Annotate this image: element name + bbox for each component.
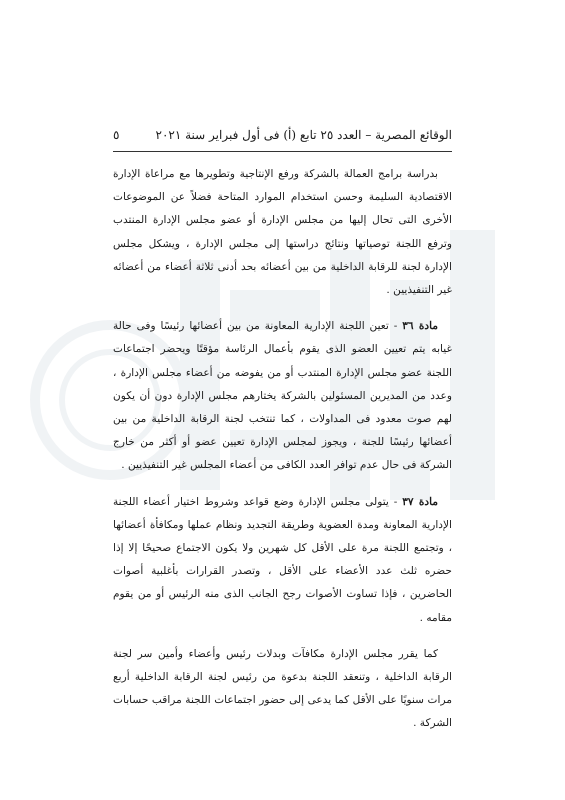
article-36-paragraph [113, 315, 452, 477]
article-36-label: مادة ٣٦ [402, 320, 439, 333]
page-number: ٥ [113, 128, 120, 142]
page-header [113, 128, 452, 142]
document-body [113, 163, 452, 749]
paragraph-continuation: بدراسة برامج العمالة بالشركة ورفع الإنتاجية وتطويرها مع مراعاة الإدارة الاقتصادية السليمة وحسن استخدام الموارد المتاحة فضلاً عن الموضوعات الأخرى التى تحال إليها من مجلس الإدارة أو عضو مجلس الإدارة المنتدب وترفع اللجنة توصياتها ونتائج دراستها إلى مجلس الإدارة ، ويشكل مجلس الإدارة لجنة للرقابة الداخلية من بين أعضائه بحد أدنى ثلاثة أعضاء من أعضائه غير التنفيذيين . [113, 168, 452, 297]
paragraph-final: كما يقرر مجلس الإدارة مكافآت وبدلات رئيس وأعضاء وأمين سر لجنة الرقابة الداخلية ، وتنعقد اللجنة بدعوة من رئيس لجنة الرقابة الداخلية أربع مرات سنويًا على الأقل كما يدعى إلى حضور اجتماعات اللجنة مراقب حسابات الشركة . [113, 647, 452, 730]
article-37-paragraph [113, 491, 452, 630]
header-divider [113, 151, 452, 152]
publication-title: الوقائع المصرية – العدد ٢٥ تابع (أ) فى أول فبراير سنة ٢٠٢١ [155, 128, 452, 142]
article-37-label: مادة ٣٧ [402, 495, 438, 508]
article-37-text: - يتولى مجلس الإدارة وضع قواعد وشروط اختيار أعضاء اللجنة الإدارية المعاونة ومدة العضوية وطريقة التجديد ونظام عملها ومكافأة أعضائها ، وتجتمع اللجنة مرة على الأقل كل شهرين ولا يكون الاجتماع صحيحًا إلا إذا حضره ثلث عدد الأعضاء على الأقل ، وتصدر القرارات بأغلبية أصوات الحاضرين ، فإذا تساوت الأصوات رجح الجانب الذى منه الرئيس أو من يقوم مقامه . [113, 495, 452, 624]
article-36-text: - تعين اللجنة الإدارية المعاونة من بين أعضائها رئيسًا وفى حالة غيابه يتم تعيين العضو الذى يقوم بأعمال الرئاسة مؤقتًا ويحضر اجتماعات اللجنة عضو مجلس الإدارة المنتدب أو من يفوضه من أعضاء مجلس الإدارة ، وعدد من المديرين المسئولين بالشركة يختارهم مجلس الإدارة دون أن يكون لهم صوت معدود فى المداولات ، كما تنتخب لجنة الرقابة الداخلية من بين أعضائها رئيسًا للجنة ، ويجوز لمجلس الإدارة تعيين عضو أو أكثر من خارج الشركة فى حال عدم توافر العدد الكافى من أعضاء المجلس غير التنفيذيين . [113, 320, 452, 472]
